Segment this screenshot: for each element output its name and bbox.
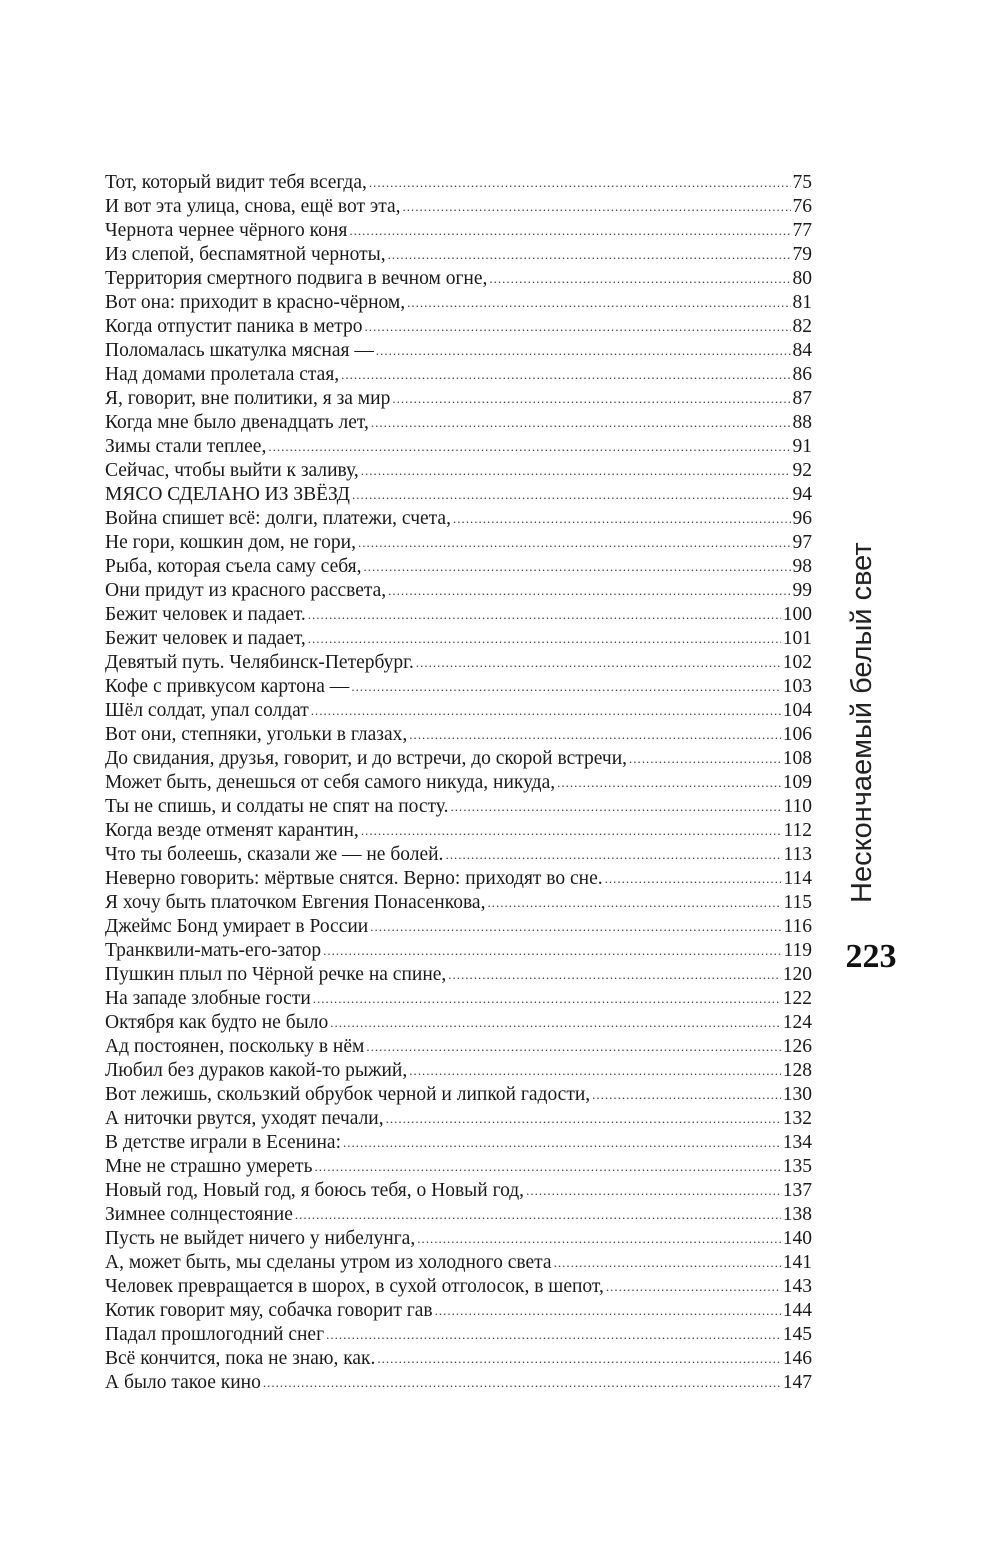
- toc-entry: [105, 1323, 812, 1347]
- dot-leader: [313, 987, 781, 1011]
- toc-entry-title: Любил без дураков какой-то рыжий,: [105, 1060, 408, 1081]
- toc-entry: [105, 1059, 812, 1083]
- toc-entry: [105, 1371, 812, 1395]
- dot-leader: [606, 1275, 781, 1299]
- toc-entry-page: 134: [782, 1132, 812, 1153]
- dot-leader: [330, 1011, 781, 1035]
- toc-entry-title: Сейчас, чтобы выйти к заливу,: [105, 460, 359, 481]
- toc-entry-title: Когда мне было двенадцать лет,: [105, 412, 369, 433]
- toc-entry: [105, 939, 812, 963]
- toc-entry-page: 97: [792, 532, 812, 553]
- toc-entry-page: 76: [792, 196, 812, 217]
- toc-entry: [105, 531, 812, 555]
- toc-entry-title: Над домами пролетала стая,: [105, 364, 340, 385]
- dot-leader: [358, 531, 791, 555]
- toc-entry-page: 126: [782, 1036, 812, 1057]
- toc-entry-page: 99: [792, 580, 812, 601]
- toc-entry-page: 92: [792, 460, 812, 481]
- dot-leader: [377, 1347, 780, 1371]
- toc-entry-title: А, может быть, мы сделаны утром из холодного света: [105, 1252, 552, 1273]
- toc-entry: [105, 1275, 812, 1299]
- dot-leader: [311, 699, 781, 723]
- toc-entry: [105, 699, 812, 723]
- toc-entry: [105, 363, 812, 387]
- toc-entry: [105, 459, 812, 483]
- dot-leader: [352, 483, 791, 507]
- toc-entry-title: Неверно говорить: мёртвые снятся. Верно: приходят во сне.: [105, 868, 603, 889]
- toc-entry-title: Падал прошлогодний снег: [105, 1324, 325, 1345]
- toc-entry-page: 143: [782, 1276, 812, 1297]
- toc-entry-title: Девятый путь. Челябинск-Петербург.: [105, 652, 414, 673]
- dot-leader: [263, 1371, 781, 1395]
- toc-entry: [105, 219, 812, 243]
- toc-entry-page: 112: [783, 820, 812, 841]
- toc-entry-page: 102: [782, 652, 812, 673]
- toc-entry-page: 77: [792, 220, 812, 241]
- toc-entry: [105, 243, 812, 267]
- toc-entry-page: 135: [782, 1156, 812, 1177]
- dot-leader: [489, 267, 790, 291]
- toc-entry-title: Кофе с привкусом картона —: [105, 676, 350, 697]
- toc-entry-page: 100: [782, 604, 812, 625]
- dot-leader: [605, 867, 782, 891]
- dot-leader: [364, 315, 790, 339]
- toc-entry: [105, 339, 812, 363]
- toc-entry-title: Джеймс Бонд умирает в России: [105, 916, 369, 937]
- toc-entry-title: Не гори, кошкин дом, не гори,: [105, 532, 356, 553]
- toc-entry: [105, 819, 812, 843]
- toc-entry-page: 101: [782, 628, 812, 649]
- toc-entry-page: 124: [782, 1012, 812, 1033]
- dot-leader: [409, 723, 781, 747]
- toc-entry: [105, 1155, 812, 1179]
- toc-entry: [105, 723, 812, 747]
- toc-entry: [105, 915, 812, 939]
- toc-entry-title: Война спишет всё: долги, платежи, счета,: [105, 508, 451, 529]
- toc-entry-title: Человек превращается в шорох, в сухой отголосок, в шепот,: [105, 1276, 604, 1297]
- toc-entry: [105, 891, 812, 915]
- dot-leader: [386, 1107, 781, 1131]
- dot-leader: [343, 1131, 781, 1155]
- dot-leader: [450, 795, 781, 819]
- toc-entry-page: 86: [792, 364, 812, 385]
- toc-entry: [105, 1203, 812, 1227]
- toc-entry: [105, 603, 812, 627]
- toc-entry: [105, 651, 812, 675]
- toc-entry: [105, 195, 812, 219]
- toc-entry-title: В детстве играли в Есенина:: [105, 1132, 341, 1153]
- toc-entry-title: Из слепой, беспамятной черноты,: [105, 244, 386, 265]
- dot-leader: [323, 939, 781, 963]
- dot-leader: [487, 891, 781, 915]
- toc-entry-page: 140: [782, 1228, 812, 1249]
- toc-entry: [105, 1083, 812, 1107]
- toc-entry: [105, 1299, 812, 1323]
- page-number: 223: [845, 938, 897, 975]
- dot-leader: [364, 555, 791, 579]
- toc-entry-page: 147: [782, 1372, 812, 1393]
- dot-leader: [370, 915, 781, 939]
- toc-entry-title: Пусть не выйдет ничего у нибелунга,: [105, 1228, 416, 1249]
- dot-leader: [554, 1251, 781, 1275]
- toc-entry: [105, 795, 812, 819]
- dot-leader: [407, 291, 790, 315]
- toc-entry-title: Котик говорит мяу, собачка говорит гав: [105, 1300, 433, 1321]
- dot-leader: [341, 363, 790, 387]
- toc-entry-title: До свидания, друзья, говорит, и до встречи, до скорой встречи,: [105, 748, 628, 769]
- toc-entry-title: Бежит человек и падает.: [105, 604, 306, 625]
- toc-entry-page: 104: [782, 700, 812, 721]
- dot-leader: [435, 1299, 781, 1323]
- toc-entry-title: Я хочу быть платочком Евгения Понасенкова,: [105, 892, 486, 913]
- dot-leader: [295, 1203, 781, 1227]
- dot-leader: [268, 435, 790, 459]
- table-of-contents: [105, 171, 812, 1395]
- dot-leader: [417, 1227, 781, 1251]
- toc-entry-title: Всё кончится, пока не знаю, как.: [105, 1348, 376, 1369]
- toc-entry-title: Поломалась шкатулка мясная —: [105, 340, 374, 361]
- toc-entry: [105, 867, 812, 891]
- toc-entry: [105, 267, 812, 291]
- toc-entry: [105, 507, 812, 531]
- dot-leader: [445, 843, 781, 867]
- toc-entry-page: 116: [783, 916, 812, 937]
- dot-leader: [376, 339, 791, 363]
- toc-entry-title: Вот они, степняки, угольки в глазах,: [105, 724, 408, 745]
- toc-entry-title: Вот лежишь, скользкий обрубок черной и липкой гадости,: [105, 1084, 591, 1105]
- toc-entry-page: 108: [782, 748, 812, 769]
- toc-entry-title: Зимнее солнцестояние: [105, 1204, 293, 1225]
- toc-entry: [105, 747, 812, 771]
- dot-leader: [592, 1083, 781, 1107]
- toc-entry-page: 82: [792, 316, 812, 337]
- toc-entry: [105, 843, 812, 867]
- dot-leader: [629, 747, 781, 771]
- toc-entry: [105, 579, 812, 603]
- toc-entry-title: Бежит человек и падает,: [105, 628, 306, 649]
- toc-entry-title: Транквили-мать-его-затор: [105, 940, 322, 961]
- toc-entry-page: 145: [782, 1324, 812, 1345]
- toc-entry-page: 106: [782, 724, 812, 745]
- toc-entry: [105, 771, 812, 795]
- toc-entry-page: 113: [783, 844, 812, 865]
- toc-entry-title: Ад постоянен, поскольку в нём: [105, 1036, 365, 1057]
- dot-leader: [448, 963, 780, 987]
- toc-entry: [105, 1107, 812, 1131]
- toc-entry-title: Когда отпустит паника в метро: [105, 316, 363, 337]
- toc-entry-title: Новый год, Новый год, я боюсь тебя, о Новый год,: [105, 1180, 525, 1201]
- toc-entry-page: 141: [782, 1252, 812, 1273]
- toc-entry-page: 114: [783, 868, 812, 889]
- toc-entry-title: Я, говорит, вне политики, я за мир: [105, 388, 391, 409]
- toc-entry-page: 84: [792, 340, 812, 361]
- toc-entry-page: 94: [792, 484, 812, 505]
- toc-entry-title: Тот, который видит тебя всегда,: [105, 172, 367, 193]
- dot-leader: [361, 819, 782, 843]
- toc-entry-page: 144: [782, 1300, 812, 1321]
- toc-entry: [105, 963, 812, 987]
- dot-leader: [349, 219, 790, 243]
- toc-entry-page: 122: [782, 988, 812, 1009]
- toc-entry-page: 81: [792, 292, 812, 313]
- toc-entry: [105, 435, 812, 459]
- toc-entry: [105, 315, 812, 339]
- dot-leader: [366, 1035, 780, 1059]
- toc-entry-page: 109: [782, 772, 812, 793]
- toc-entry: [105, 387, 812, 411]
- toc-entry: [105, 291, 812, 315]
- toc-entry-page: 128: [782, 1060, 812, 1081]
- toc-entry-page: 138: [782, 1204, 812, 1225]
- toc-entry: [105, 411, 812, 435]
- toc-entry-title: Они придут из красного рассвета,: [105, 580, 387, 601]
- dot-leader: [416, 651, 781, 675]
- dot-leader: [557, 771, 781, 795]
- toc-entry-page: 119: [783, 940, 812, 961]
- dot-leader: [326, 1323, 781, 1347]
- toc-entry-page: 88: [792, 412, 812, 433]
- toc-entry-title: Чернота чернее чёрного коня: [105, 220, 348, 241]
- toc-entry-title: А было такое кино: [105, 1372, 261, 1393]
- toc-entry: [105, 555, 812, 579]
- toc-entry: [105, 675, 812, 699]
- toc-entry: [105, 1035, 812, 1059]
- toc-entry-title: Рыба, которая съела саму себя,: [105, 556, 362, 577]
- dot-leader: [361, 459, 791, 483]
- toc-entry-page: 103: [782, 676, 812, 697]
- toc-entry-page: 146: [782, 1348, 812, 1369]
- toc-entry-title: Территория смертного подвига в вечном огне,: [105, 268, 488, 289]
- dot-leader: [308, 603, 781, 627]
- toc-entry-title: Зимы стали теплее,: [105, 436, 267, 457]
- toc-entry-page: 87: [792, 388, 812, 409]
- toc-entry: [105, 1131, 812, 1155]
- toc-entry-title: А ниточки рвутся, уходят печали,: [105, 1108, 384, 1129]
- toc-entry-page: 120: [782, 964, 812, 985]
- dot-leader: [409, 1059, 781, 1083]
- toc-entry-page: 137: [782, 1180, 812, 1201]
- toc-entry-title: Ты не спишь, и солдаты не спят на посту.: [105, 796, 449, 817]
- toc-entry-page: 132: [782, 1108, 812, 1129]
- toc-entry-title: Может быть, денешься от себя самого никуда, никуда,: [105, 772, 556, 793]
- toc-entry-page: 91: [792, 436, 812, 457]
- dot-leader: [308, 627, 781, 651]
- toc-entry-page: 96: [792, 508, 812, 529]
- toc-entry-page: 79: [792, 244, 812, 265]
- toc-entry-title: Пушкин плыл по Чёрной речке на спине,: [105, 964, 447, 985]
- toc-entry-title: На западе злобные гости: [105, 988, 311, 1009]
- toc-entry-title: Шёл солдат, упал солдат: [105, 700, 309, 721]
- toc-entry-page: 115: [783, 892, 812, 913]
- toc-entry: [105, 1011, 812, 1035]
- toc-entry: [105, 1347, 812, 1371]
- toc-entry: [105, 483, 812, 507]
- toc-entry-title: Что ты болеешь, сказали же — не болей.: [105, 844, 444, 865]
- toc-entry: [105, 1179, 812, 1203]
- dot-leader: [369, 171, 791, 195]
- toc-entry-page: 130: [782, 1084, 812, 1105]
- toc-entry-page: 80: [792, 268, 812, 289]
- toc-entry-title: Мне не страшно умереть: [105, 1156, 313, 1177]
- toc-entry-title: Октября как будто не было: [105, 1012, 329, 1033]
- dot-leader: [314, 1155, 780, 1179]
- running-title: Нескончаемый белый свет: [846, 542, 878, 903]
- toc-entry: [105, 1251, 812, 1275]
- toc-entry-title: И вот эта улица, снова, ещё вот эта,: [105, 196, 401, 217]
- dot-leader: [526, 1179, 781, 1203]
- toc-entry-title: Вот она: приходит в красно-чёрном,: [105, 292, 406, 313]
- dot-leader: [371, 411, 791, 435]
- toc-entry-page: 98: [792, 556, 812, 577]
- toc-entry: [105, 171, 812, 195]
- dot-leader: [388, 243, 791, 267]
- toc-entry: [105, 987, 812, 1011]
- toc-entry: [105, 1227, 812, 1251]
- dot-leader: [453, 507, 791, 531]
- toc-entry-title: МЯСО СДЕЛАНО ИЗ ЗВЁЗД: [105, 484, 350, 505]
- dot-leader: [388, 579, 790, 603]
- dot-leader: [392, 387, 790, 411]
- toc-entry-title: Когда везде отменят карантин,: [105, 820, 359, 841]
- toc-entry-page: 110: [783, 796, 812, 817]
- toc-entry-page: 75: [792, 172, 812, 193]
- toc-entry: [105, 627, 812, 651]
- dot-leader: [351, 675, 780, 699]
- dot-leader: [403, 195, 791, 219]
